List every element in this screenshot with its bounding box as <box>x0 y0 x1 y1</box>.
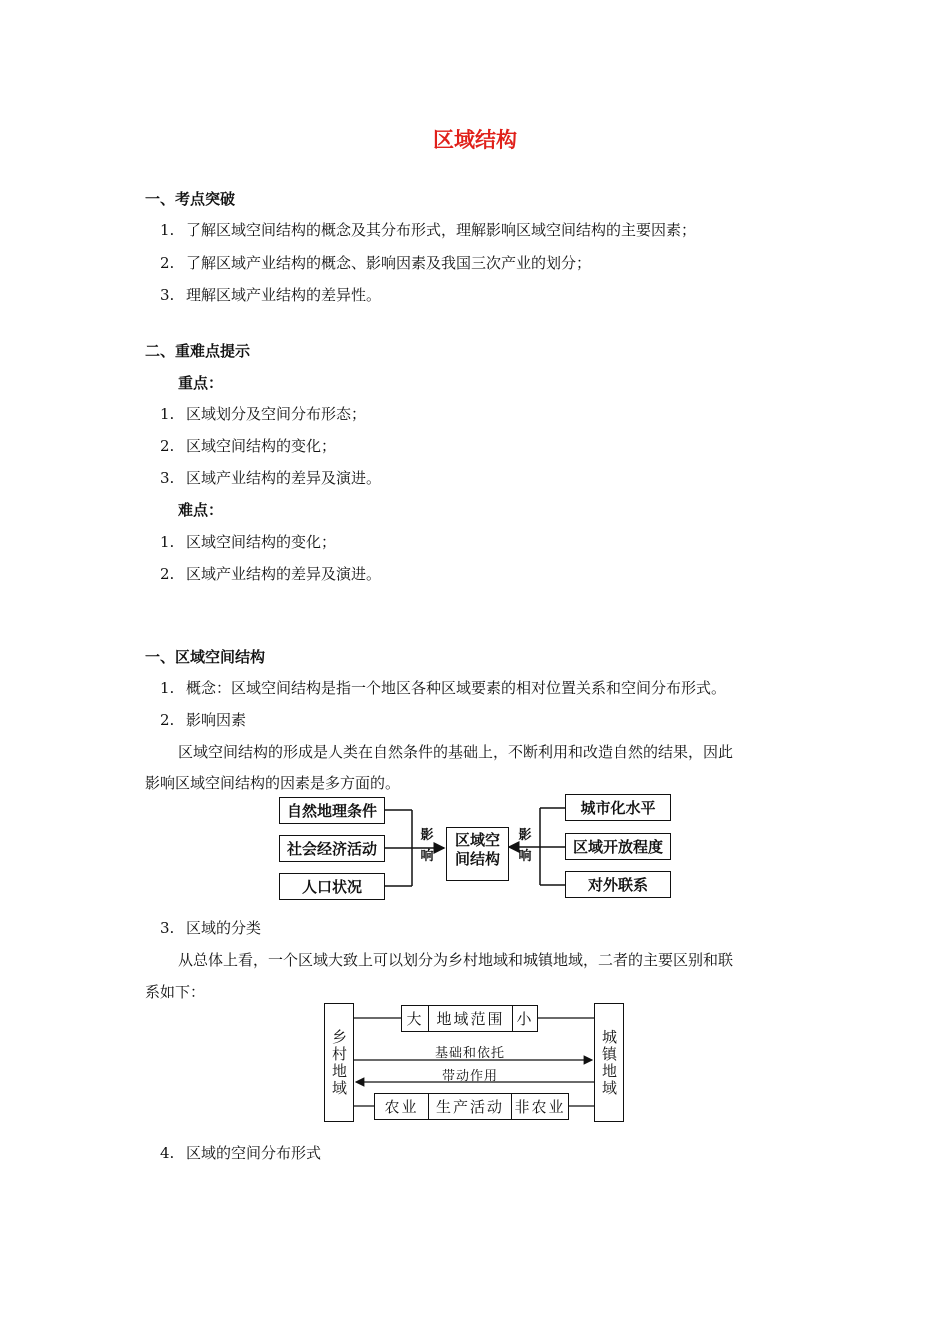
range-small-cell: 小 <box>516 1010 534 1028</box>
subheading-key: 重点： <box>178 374 224 392</box>
paragraph-line: 区域空间结构的形成是人类在自然条件的基础上，不断利用和改造自然的结果，因此 <box>178 743 734 761</box>
list-text: 区域产业结构的差异及演进。 <box>186 469 382 487</box>
agriculture-cell: 农业 <box>375 1094 429 1119</box>
section-heading-key-points: 二、重难点提示 <box>145 342 251 360</box>
list-text: 区域空间结构的变化； <box>186 437 337 455</box>
list-text: 了解区域空间结构的概念及其分布形式，理解影响区域空间结构的主要因素； <box>186 221 697 239</box>
factor-box-openness: 区域开放程度 <box>565 833 671 860</box>
factor-box-population: 人口状况 <box>279 873 385 900</box>
area-range-row <box>401 1005 538 1032</box>
section-heading-spatial-structure: 一、区域空间结构 <box>145 648 266 666</box>
paragraph-line: 从总体上看，一个区域大致上可以划分为乡村地域和城镇地域，二者的主要区别和联 <box>178 951 734 969</box>
range-large-cell: 大 <box>402 1006 429 1031</box>
list-text: 影响因素 <box>186 711 247 729</box>
factor-box-natural: 自然地理条件 <box>279 797 385 824</box>
subheading-difficult: 难点： <box>178 501 224 519</box>
page-title: 区域结构 <box>433 128 517 152</box>
paragraph-line: 系如下： <box>145 983 206 1001</box>
factor-box-external-links: 对外联系 <box>565 871 671 898</box>
list-number: 1. <box>160 533 175 551</box>
urban-area-box: 城镇地域 <box>594 1003 624 1122</box>
list-text: 理解区域产业结构的差异性。 <box>186 286 382 304</box>
list-number: 1. <box>160 221 175 239</box>
driving-arrow-label: 带动作用 <box>441 1069 498 1084</box>
section-heading-exam-points: 一、考点突破 <box>145 190 236 208</box>
range-label-cell: 地域范围 <box>429 1006 513 1031</box>
list-number: 3. <box>160 919 175 937</box>
rural-area-box: 乡村地域 <box>324 1003 354 1122</box>
list-text: 区域划分及空间分布形态； <box>186 405 367 423</box>
list-number: 1. <box>160 679 175 697</box>
list-number: 2. <box>160 565 175 583</box>
list-item <box>160 1143 321 1163</box>
list-number: 2. <box>160 254 175 272</box>
list-number: 4. <box>160 1144 175 1162</box>
list-number: 1. <box>160 405 175 423</box>
list-text: 区域的分类 <box>186 919 262 937</box>
production-activity-row <box>374 1093 569 1120</box>
list-text: 区域空间结构的变化； <box>186 533 337 551</box>
influence-label-left: 影 响 <box>420 828 434 864</box>
production-label-cell: 生产活动 <box>429 1094 512 1119</box>
list-text: 了解区域产业结构的概念、影响因素及我国三次产业的划分； <box>186 254 592 272</box>
list-number: 3. <box>160 469 175 487</box>
non-agriculture-cell: 非农业 <box>514 1098 566 1116</box>
list-number: 2. <box>160 711 175 729</box>
paragraph-line: 影响区域空间结构的因素是多方面的。 <box>145 774 401 792</box>
list-number: 2. <box>160 437 175 455</box>
list-text: 概念：区域空间结构是指一个地区各种区域要素的相对位置关系和空间分布形式。 <box>186 679 727 697</box>
center-box-spatial-structure: 区域空 间结构 <box>446 827 509 881</box>
list-text: 区域的空间分布形式 <box>186 1144 322 1162</box>
factor-box-socioeconomic: 社会经济活动 <box>279 835 385 862</box>
influence-label-right: 影 响 <box>518 828 532 864</box>
list-number: 3. <box>160 286 175 304</box>
factor-box-urbanization: 城市化水平 <box>565 794 671 821</box>
foundation-arrow-label: 基础和依托 <box>434 1046 505 1061</box>
list-text: 区域产业结构的差异及演进。 <box>186 565 382 583</box>
